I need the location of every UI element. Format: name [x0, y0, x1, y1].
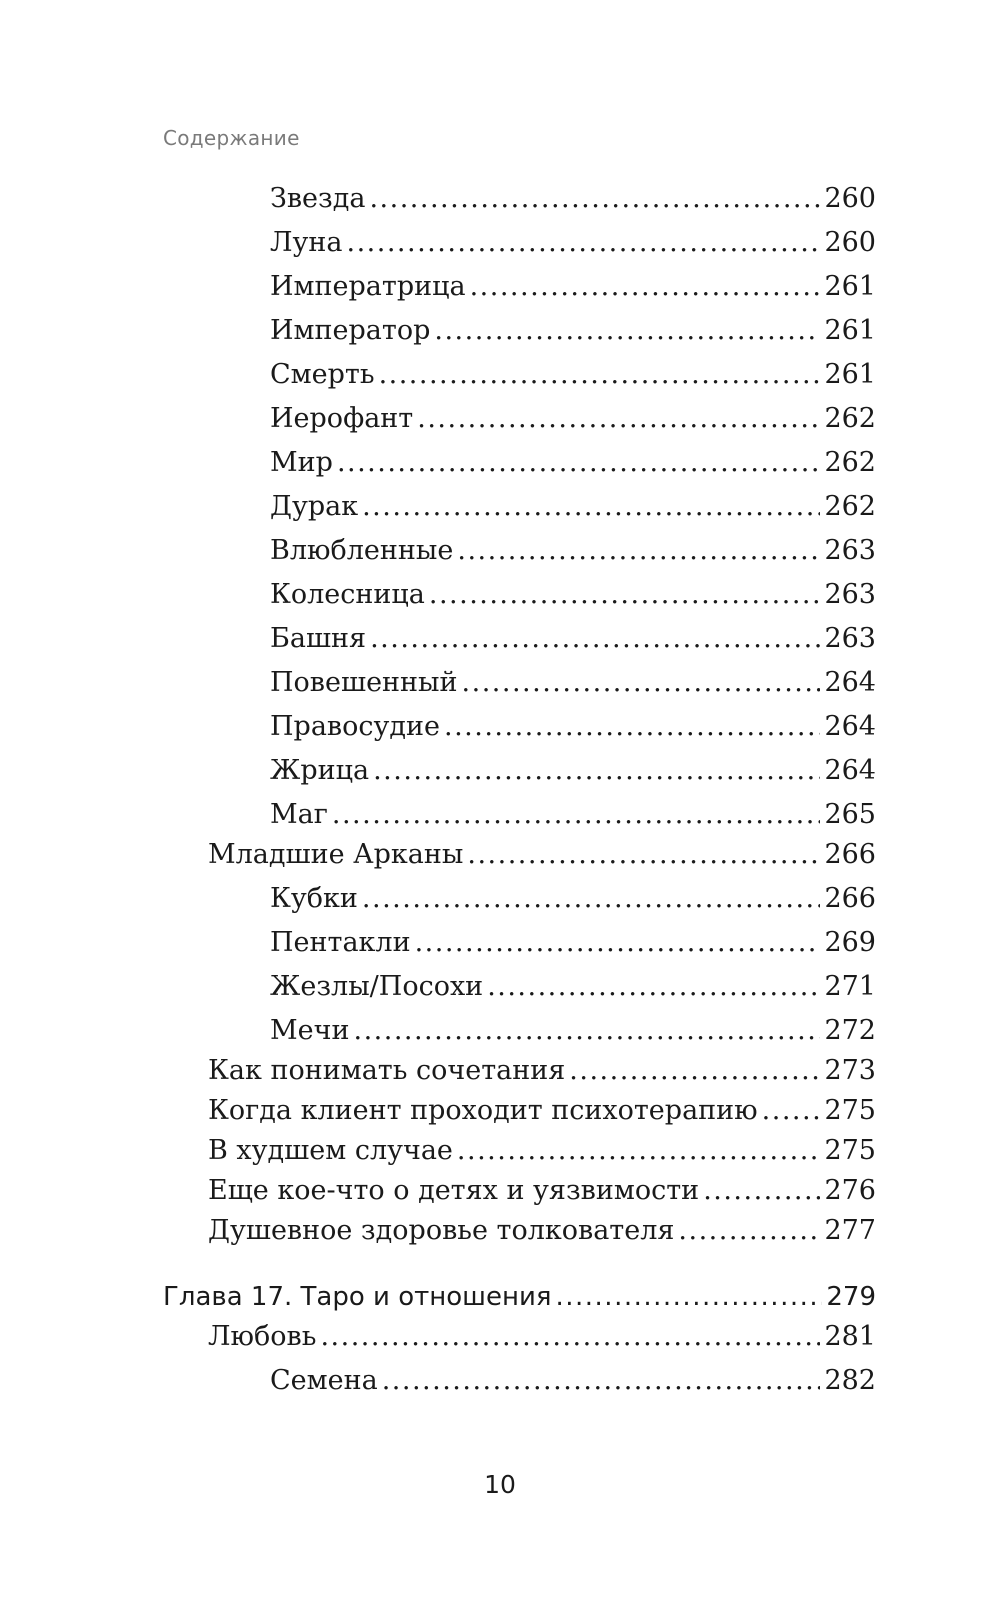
dot-leader	[417, 402, 820, 436]
toc-entry-title: Луна	[270, 227, 343, 258]
toc-entry[interactable]	[208, 1094, 876, 1128]
toc-entry[interactable]	[270, 270, 876, 304]
dot-leader	[762, 1094, 821, 1128]
dot-leader	[444, 710, 820, 744]
dot-leader	[369, 182, 820, 216]
toc-entry-title: Звезда	[270, 183, 366, 214]
toc-entry-page: 261	[824, 359, 876, 390]
toc-entry[interactable]	[270, 358, 876, 392]
toc-entry-title: Душевное здоровье толкователя	[208, 1215, 675, 1246]
toc-entry[interactable]	[208, 1320, 876, 1354]
dot-leader	[337, 446, 821, 480]
toc-entry-page: 261	[824, 315, 876, 346]
toc-entry[interactable]	[270, 446, 876, 480]
toc-entry[interactable]	[270, 578, 876, 612]
toc-entry[interactable]	[270, 710, 876, 744]
toc-entry-page: 264	[824, 667, 876, 698]
toc-entry-title: Маг	[270, 799, 328, 830]
toc-entry[interactable]	[208, 1134, 876, 1168]
toc-entry[interactable]	[270, 1014, 876, 1048]
dot-leader	[457, 1134, 821, 1168]
toc-entry[interactable]	[270, 402, 876, 436]
toc-entry[interactable]	[270, 970, 876, 1004]
toc-entry-title: Иерофант	[270, 403, 414, 434]
toc-entry-title: Глава 17. Таро и отношения	[163, 1282, 552, 1312]
toc-entry-page: 266	[824, 883, 876, 914]
dot-leader	[429, 578, 821, 612]
toc-entry-page: 262	[824, 447, 876, 478]
toc-entry[interactable]	[270, 182, 876, 216]
toc-entry-page: 262	[824, 491, 876, 522]
toc-entry[interactable]	[270, 226, 876, 260]
toc-entry-page: 262	[824, 403, 876, 434]
toc-entry[interactable]	[270, 882, 876, 916]
toc-entry-title: Жрица	[270, 755, 370, 786]
toc-entry-title: Влюбленные	[270, 535, 454, 566]
dot-leader	[434, 314, 820, 348]
dot-leader	[487, 970, 820, 1004]
toc-entry-page: 277	[824, 1215, 876, 1246]
toc-entry[interactable]	[270, 798, 876, 832]
dot-leader	[678, 1214, 820, 1248]
toc-entry-page: 264	[824, 755, 876, 786]
running-head: Содержание	[163, 126, 300, 150]
toc-entry-page: 281	[824, 1321, 876, 1352]
toc-entry-title: Мечи	[270, 1015, 350, 1046]
toc-entry-title: Правосудие	[270, 711, 440, 742]
toc-entry-title: Дурак	[270, 491, 359, 522]
toc-entry-title: Когда клиент проходит психотерапию	[208, 1095, 758, 1126]
toc-entry[interactable]	[208, 1174, 876, 1208]
toc-entry-page: 260	[824, 183, 876, 214]
toc-entry-page: 263	[824, 535, 876, 566]
toc-entry[interactable]	[270, 622, 876, 656]
toc-entry[interactable]	[270, 926, 876, 960]
toc-entry-page: 273	[824, 1055, 876, 1086]
toc-entry-page: 276	[824, 1175, 876, 1206]
dot-leader	[569, 1054, 820, 1088]
toc-entry-title: Пентакли	[270, 927, 411, 958]
toc-entry[interactable]	[270, 1364, 876, 1398]
toc-entry-page: 282	[824, 1365, 876, 1396]
toc-entry[interactable]	[270, 490, 876, 524]
dot-leader	[373, 754, 820, 788]
dot-leader	[382, 1364, 821, 1398]
toc-entry-title: Любовь	[208, 1321, 317, 1352]
dot-leader	[353, 1014, 820, 1048]
toc-entry-title: Кубки	[270, 883, 358, 914]
toc-entry-title: Жезлы/Посохи	[270, 971, 484, 1002]
toc-chapter-entry[interactable]	[163, 1280, 876, 1314]
dot-leader	[462, 666, 821, 700]
dot-leader	[703, 1174, 820, 1208]
dot-leader	[362, 882, 821, 916]
toc-entry[interactable]	[270, 314, 876, 348]
page-number: 10	[484, 1470, 516, 1499]
toc-entry[interactable]	[208, 1054, 876, 1088]
toc-entry[interactable]	[208, 838, 876, 872]
toc-entry-page: 263	[824, 579, 876, 610]
dot-leader	[467, 838, 820, 872]
toc-entry-title: В худшем случае	[208, 1135, 453, 1166]
toc-entry-page: 260	[824, 227, 876, 258]
dot-leader	[555, 1280, 822, 1314]
toc-entry-page: 264	[824, 711, 876, 742]
toc-entry-page: 266	[824, 839, 876, 870]
dot-leader	[370, 622, 820, 656]
toc-entry[interactable]	[270, 666, 876, 700]
toc-entry-title: Мир	[270, 447, 333, 478]
dot-leader	[362, 490, 820, 524]
dot-leader	[415, 926, 821, 960]
toc-entry-title: Еще кое-что о детях и уязвимости	[208, 1175, 700, 1206]
toc-entry-title: Башня	[270, 623, 367, 654]
toc-entry-title: Как понимать сочетания	[208, 1055, 566, 1086]
toc-entry-page: 275	[824, 1135, 876, 1166]
dot-leader	[347, 226, 821, 260]
toc-entry[interactable]	[208, 1214, 876, 1248]
toc-entry-title: Семена	[270, 1365, 378, 1396]
toc-entry-title: Императрица	[270, 271, 466, 302]
toc-entry-title: Младшие Арканы	[208, 839, 464, 870]
toc-entry-title: Колесница	[270, 579, 425, 610]
dot-leader	[320, 1320, 820, 1354]
toc-entry-page: 271	[824, 971, 876, 1002]
toc-entry-page: 275	[824, 1095, 876, 1126]
dot-leader	[379, 358, 821, 392]
toc-entry-title: Повешенный	[270, 667, 458, 698]
toc-entry-page: 279	[826, 1282, 876, 1312]
toc-entry[interactable]	[270, 754, 876, 788]
toc-entry[interactable]	[270, 534, 876, 568]
toc-entry-page: 261	[824, 271, 876, 302]
toc-entry-page: 269	[824, 927, 876, 958]
toc-entry-page: 263	[824, 623, 876, 654]
toc-entry-page: 265	[824, 799, 876, 830]
dot-leader	[470, 270, 821, 304]
dot-leader	[332, 798, 821, 832]
toc-entry-title: Император	[270, 315, 431, 346]
dot-leader	[457, 534, 820, 568]
toc-entry-page: 272	[824, 1015, 876, 1046]
toc-entry-title: Смерть	[270, 359, 375, 390]
